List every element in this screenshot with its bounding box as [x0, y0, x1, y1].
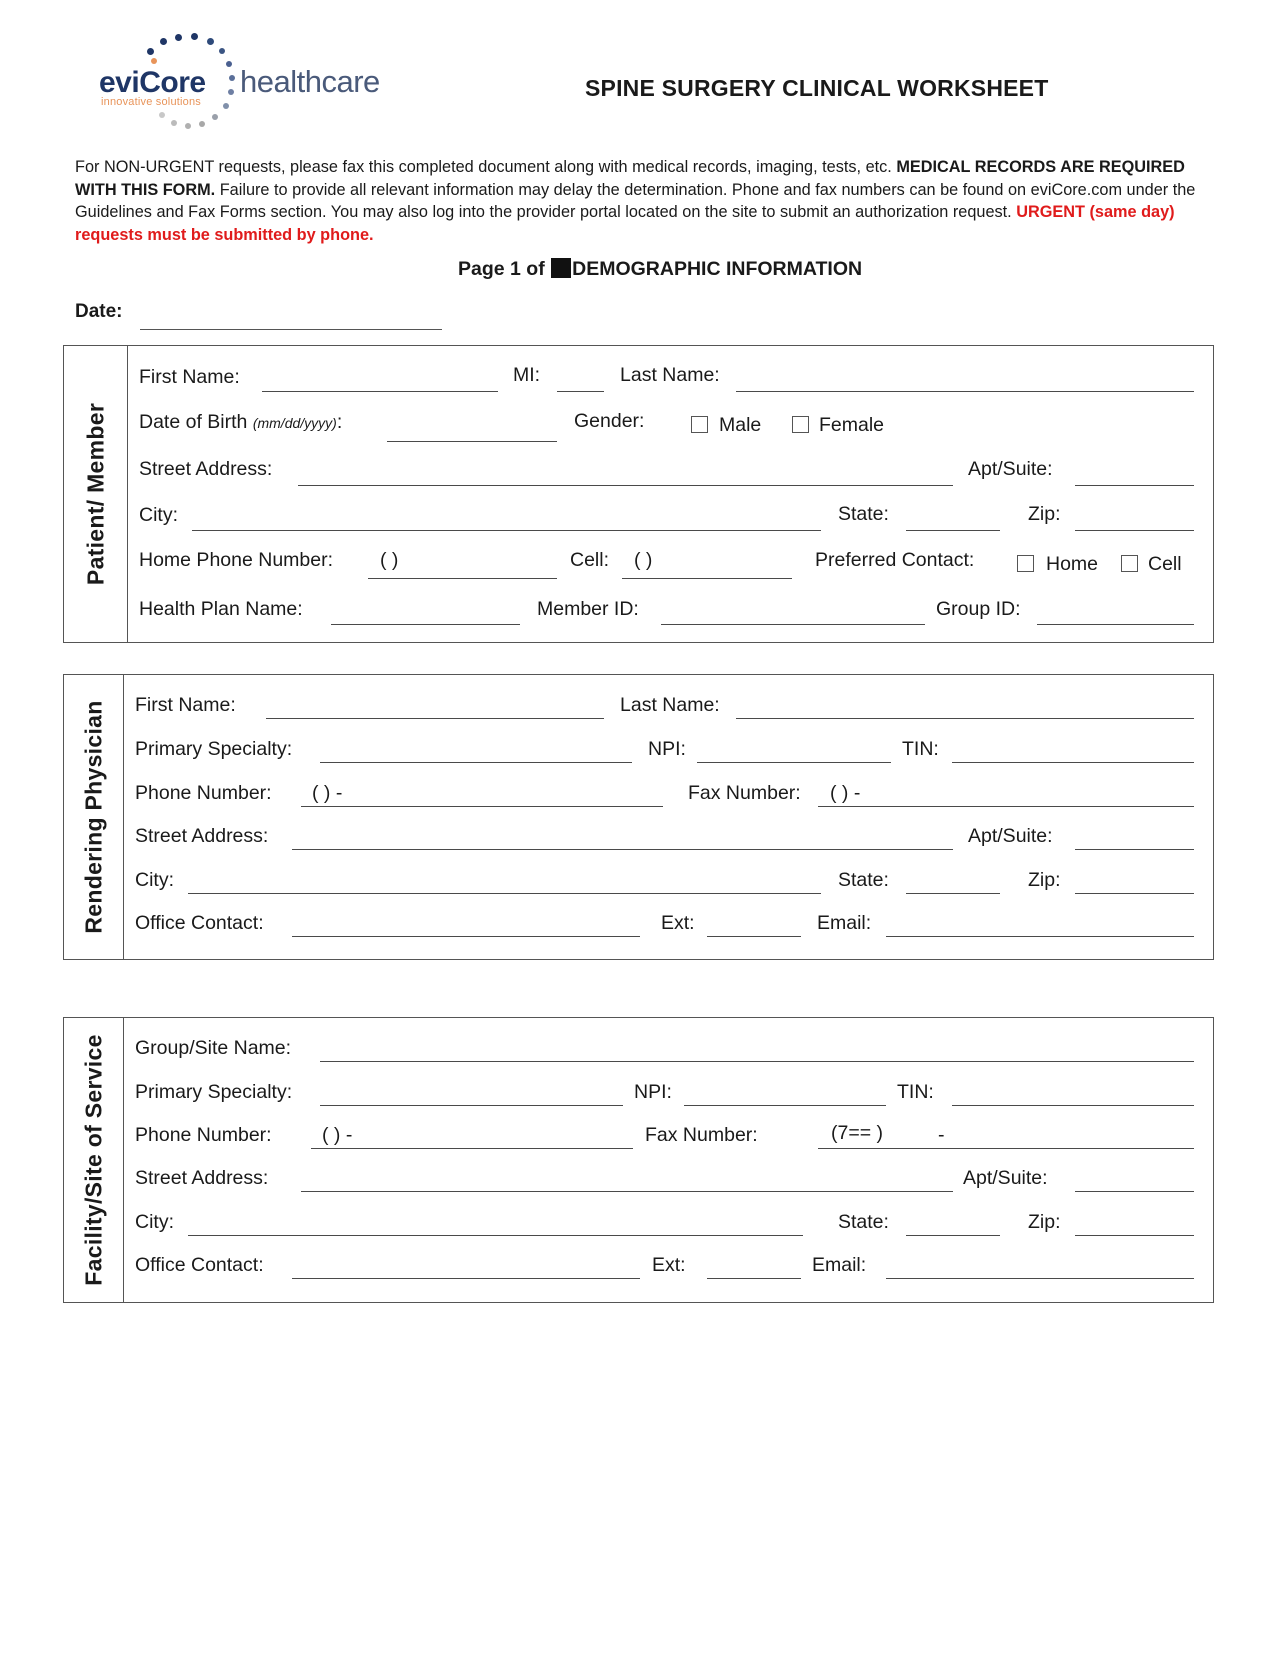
logo-suffix: healthcare — [240, 64, 380, 99]
facility-npi-field[interactable] — [684, 1105, 886, 1106]
patient-group-id-field[interactable] — [1037, 624, 1194, 625]
apt-suite-label: Apt/Suite: — [968, 825, 1053, 847]
group-id-label: Group ID: — [936, 598, 1021, 620]
tin-label: TIN: — [897, 1081, 934, 1103]
logo-dot — [147, 48, 154, 55]
facility-group-site-field[interactable] — [320, 1061, 1194, 1062]
section-side-panel — [64, 675, 124, 959]
facility-city-field[interactable] — [188, 1235, 803, 1236]
preferred-cell-label: Cell — [1148, 553, 1182, 575]
first-name-label: First Name: — [135, 694, 236, 716]
dob-label: Date of Birth (mm/dd/yyyy): — [139, 411, 343, 433]
city-label: City: — [135, 869, 174, 891]
patient-apt-field[interactable] — [1075, 485, 1194, 486]
gender-male-label: Male — [719, 414, 762, 436]
physician-first-name-field[interactable] — [266, 718, 604, 719]
phone-number-label: Phone Number: — [135, 1124, 272, 1146]
mi-label: MI: — [513, 364, 541, 386]
logo-dot — [219, 48, 225, 54]
section-label: Rendering Physician — [80, 700, 106, 934]
last-name-label: Last Name: — [620, 364, 720, 386]
section-side-panel — [64, 1018, 124, 1302]
primary-specialty-label: Primary Specialty: — [135, 738, 293, 760]
fax-number-label: Fax Number: — [645, 1124, 758, 1146]
last-name-label: Last Name: — [620, 694, 720, 716]
street-address-label: Street Address: — [139, 458, 273, 480]
patient-last-name-field[interactable] — [736, 391, 1194, 392]
office-contact-label: Office Contact: — [135, 1254, 264, 1276]
preferred-home-checkbox[interactable] — [1017, 555, 1034, 572]
patient-member-id-field[interactable] — [661, 624, 925, 625]
city-label: City: — [135, 1211, 174, 1233]
fax-number-label: Fax Number: — [688, 782, 801, 804]
gender-female-label: Female — [819, 414, 885, 436]
patient-home-phone-field[interactable] — [368, 578, 557, 579]
physician-specialty-field[interactable] — [320, 762, 632, 763]
phone-mask: ( ) - — [322, 1124, 353, 1146]
logo-dot — [229, 75, 235, 81]
street-address-label: Street Address: — [135, 1167, 269, 1189]
facility-phone-field[interactable] — [311, 1148, 633, 1149]
gender-label: Gender: — [574, 410, 645, 432]
zip-label: Zip: — [1028, 503, 1061, 525]
logo-dot — [212, 114, 218, 120]
state-label: State: — [838, 869, 889, 891]
ext-label: Ext: — [661, 912, 695, 934]
date-label: Date: — [75, 301, 123, 322]
logo-tagline: innovative solutions — [101, 96, 202, 108]
logo-dot — [199, 121, 205, 127]
state-label: State: — [838, 1211, 889, 1233]
gender-male-checkbox[interactable] — [691, 416, 708, 433]
preferred-home-label: Home — [1046, 553, 1099, 575]
facility-street-field[interactable] — [301, 1191, 953, 1192]
home-phone-mask: ( ) — [380, 549, 399, 571]
patient-mi-field[interactable] — [557, 391, 604, 392]
logo-dot — [191, 33, 198, 40]
zip-label: Zip: — [1028, 869, 1061, 891]
city-label: City: — [139, 504, 178, 526]
logo-dot — [175, 34, 182, 41]
physician-ext-field[interactable] — [707, 936, 801, 937]
physician-zip-field[interactable] — [1075, 893, 1194, 894]
fax-dash: - — [938, 1124, 945, 1146]
physician-state-field[interactable] — [906, 893, 1000, 894]
date-field[interactable] — [140, 329, 442, 330]
primary-specialty-label: Primary Specialty: — [135, 1081, 293, 1103]
patient-first-name-field[interactable] — [262, 391, 498, 392]
preferred-contact-label: Preferred Contact: — [815, 549, 975, 571]
page-counter: Page 1 of — [458, 258, 551, 280]
facility-office-contact-field[interactable] — [292, 1278, 640, 1279]
physician-apt-field[interactable] — [1075, 849, 1194, 850]
state-label: State: — [838, 503, 889, 525]
email-label: Email: — [812, 1254, 867, 1276]
phone-number-label: Phone Number: — [135, 782, 272, 804]
facility-state-field[interactable] — [906, 1235, 1000, 1236]
tin-label: TIN: — [902, 738, 939, 760]
physician-phone-field[interactable] — [301, 806, 663, 807]
npi-label: NPI: — [634, 1081, 672, 1103]
instructions-paragraph — [75, 156, 1215, 246]
page-heading — [458, 258, 862, 281]
physician-office-contact-field[interactable] — [292, 936, 640, 937]
patient-state-field[interactable] — [906, 530, 1000, 531]
physician-npi-field[interactable] — [697, 762, 891, 763]
logo-dot — [226, 61, 232, 67]
instructions-bold: MEDICAL RECORDS ARE REQUIRED WITH THIS FORM. — [75, 158, 1185, 199]
facility-specialty-field[interactable] — [320, 1105, 623, 1106]
health-plan-label: Health Plan Name: — [139, 598, 303, 620]
first-name-label: First Name: — [139, 366, 240, 388]
section-heading: DEMOGRAPHIC INFORMATION — [572, 258, 863, 280]
fax-mask: (7== ) — [831, 1122, 884, 1144]
patient-street-field[interactable] — [298, 485, 953, 486]
section-label: Patient/ Member — [82, 402, 108, 586]
physician-fax-field[interactable] — [818, 806, 1194, 807]
cell-phone-mask: ( ) — [634, 549, 653, 571]
evicore-logo — [95, 28, 395, 133]
zip-label: Zip: — [1028, 1211, 1061, 1233]
phone-mask: ( ) - — [312, 782, 343, 804]
home-phone-label: Home Phone Number: — [139, 549, 334, 571]
instructions-text-2: Failure to provide all relevant information may delay the determination. Phone and fax numbers can be found on eviCore.com under the Guidelines and Fax Forms section. You may also log into the provider portal located on the site to submit an authorization request. — [75, 180, 1196, 222]
street-address-label: Street Address: — [135, 825, 269, 847]
urgent-notice: URGENT (same day) requests must be submitted by phone. — [75, 203, 1175, 244]
physician-last-name-field[interactable] — [736, 718, 1194, 719]
physician-email-field[interactable] — [886, 936, 1194, 937]
facility-fax-field[interactable] — [818, 1148, 1194, 1149]
email-label: Email: — [817, 912, 872, 934]
preferred-cell-checkbox[interactable] — [1121, 555, 1138, 572]
office-contact-label: Office Contact: — [135, 912, 264, 934]
logo-dot — [228, 89, 234, 95]
logo-dot — [185, 123, 191, 129]
logo-dot — [207, 38, 214, 45]
logo-dot — [160, 38, 167, 45]
member-id-label: Member ID: — [537, 598, 639, 620]
patient-dob-field[interactable] — [387, 441, 557, 442]
patient-health-plan-field[interactable] — [331, 624, 520, 625]
cell-label: Cell: — [570, 549, 610, 571]
page-title: SPINE SURGERY CLINICAL WORKSHEET — [585, 75, 1049, 101]
group-site-name-label: Group/Site Name: — [135, 1037, 292, 1059]
facility-ext-field[interactable] — [707, 1278, 801, 1279]
logo-brand: eviCore — [99, 66, 206, 99]
logo-dot-accent — [151, 58, 157, 64]
logo-dot — [171, 120, 177, 126]
apt-suite-label: Apt/Suite: — [968, 458, 1053, 480]
fax-mask: ( ) - — [830, 782, 861, 804]
apt-suite-label: Apt/Suite: — [963, 1167, 1048, 1189]
logo-dot — [223, 103, 229, 109]
facility-zip-field[interactable] — [1075, 1235, 1194, 1236]
facility-email-field[interactable] — [886, 1278, 1194, 1279]
patient-cell-field[interactable] — [622, 578, 792, 579]
physician-tin-field[interactable] — [952, 762, 1194, 763]
npi-label: NPI: — [648, 738, 686, 760]
ext-label: Ext: — [652, 1254, 686, 1276]
facility-apt-field[interactable] — [1075, 1191, 1194, 1192]
section-label: Facility/Site of Service — [80, 1034, 106, 1286]
patient-zip-field[interactable] — [1075, 530, 1194, 531]
section-side-panel — [64, 346, 128, 642]
gender-female-checkbox[interactable] — [792, 416, 809, 433]
facility-tin-field[interactable] — [952, 1105, 1194, 1106]
patient-city-field[interactable] — [192, 530, 821, 531]
garbled-glyph-icon — [551, 258, 571, 278]
dob-format-hint: (mm/dd/yyyy) — [252, 415, 337, 431]
logo-dot — [159, 112, 165, 118]
physician-street-field[interactable] — [292, 849, 953, 850]
instructions-text: For NON-URGENT requests, please fax this completed document along with medical records, imaging, tests, etc. — [75, 158, 897, 176]
physician-city-field[interactable] — [188, 893, 821, 894]
